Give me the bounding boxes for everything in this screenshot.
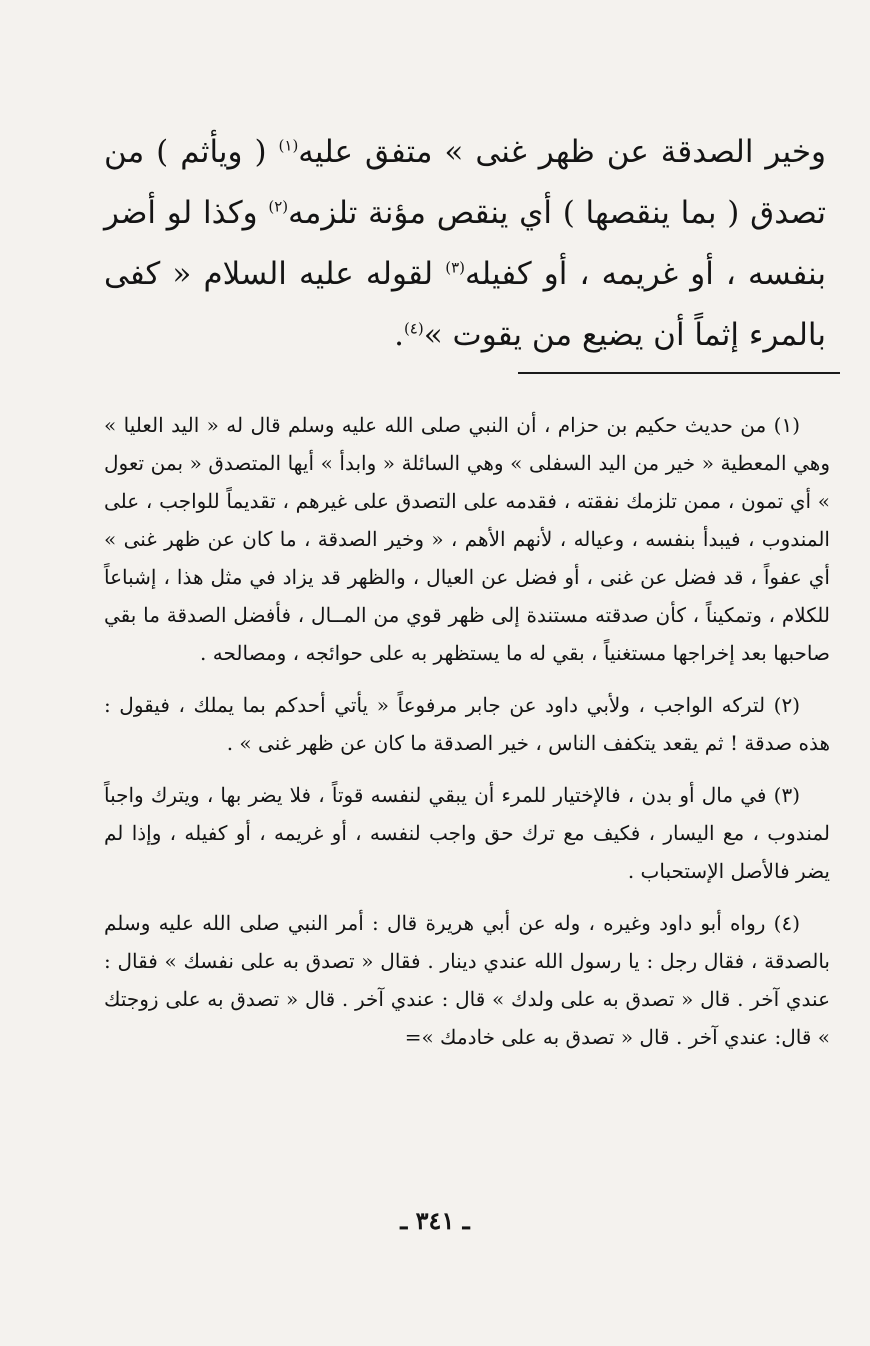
footnote-number: (١) bbox=[773, 413, 800, 437]
main-text-segment: لقوله عليه السلام « كفى بالمرء إثماً أن يضيع من يقوت » bbox=[104, 256, 826, 353]
footnote-2 bbox=[104, 686, 830, 762]
footnote-text: من حديث حكيم بن حزام ، أن النبي صلى الله عليه وسلم قال له « اليد العليا » وهي المعطية « خير من اليد السفلى » وهي السائلة « وابدأ » أيها المتصدق « بمن تعول » أي تمون ، ممن تلزمك نفقته ، فقدمه على التصدق على غيرهم ، تقديماً للواجب ، على المندوب ، فيبدأ بنفسه ، وعياله ، لأنهم الأهم ، « وخير الصدقة ، ما كان عن ظهر غنى » أي عفواً ، قد فضل عن غنى ، أو فضل عن العيال ، والظهر قد يزاد في مثل هذا ، إشباعاً للكلام ، وتمكيناً ، كأن صدقته مستندة إلى ظهر قوي من المــال ، فأفضل الصدقة ما بقي صاحبها بعد إخراجها مستغنياً ، بقي له ما يستظهر به على حوائجه ، ومصالحه . bbox=[104, 413, 830, 665]
footnote-4 bbox=[104, 904, 830, 1056]
main-text-segment: . bbox=[394, 317, 404, 353]
footnote-number: (٤) bbox=[773, 911, 801, 935]
main-text-segment: ( ويأثم ) من تصدق ( بما ينقصها ) أي ينقص مؤنة تلزمه bbox=[104, 134, 826, 231]
main-text-block bbox=[104, 122, 826, 366]
footnotes-section bbox=[104, 406, 830, 1070]
footnote-text: في مال أو بدن ، فالإختيار للمرء أن يبقي لنفسه قوتاً ، فلا يضر بها ، ويترك واجباً لمندوب ، مع اليسار ، فكيف مع ترك حق واجب لنفسه ، أو غريمه ، أو كفيله ، وإذا لم يضر فالأصل الإستحباب . bbox=[104, 783, 830, 883]
main-text-segment: وكذا لو أضر بنفسه ، أو غريمه ، أو كفيله bbox=[104, 195, 826, 292]
footnote-ref-1: (١) bbox=[278, 136, 299, 155]
footnote-separator bbox=[518, 372, 840, 374]
footnote-number: (٣) bbox=[773, 783, 800, 807]
footnote-3 bbox=[104, 776, 830, 890]
footnote-text: لتركه الواجب ، ولأبي داود عن جابر مرفوعاً « يأتي أحدكم بما يملك ، فيقول : هذه صدقة ! ثم يقعد يتكفف الناس ، خير الصدقة ما كان عن ظهر غنى » . bbox=[104, 693, 830, 755]
page-number: ـ ٣٤١ ـ bbox=[400, 1206, 470, 1235]
footnote-ref-3: (٣) bbox=[445, 258, 465, 277]
footnote-text: رواه أبو داود وغيره ، وله عن أبي هريرة قال : أمر النبي صلى الله عليه وسلم بالصدقة ، فقال رجل : يا رسول الله عندي دينار . فقال « تصدق به على نفسك » فقال : عندي آخر . قال « تصدق به على ولدك » قال : عندي آخر . قال « تصدق به على زوجتك » قال: عندي آخر . قال « تصدق به على خادمك »= bbox=[104, 911, 830, 1049]
footnote-number: (٢) bbox=[773, 693, 801, 717]
main-text-segment: وخير الصدقة عن ظهر غنى » متفق عليه bbox=[298, 134, 826, 170]
footnote-1 bbox=[104, 406, 830, 672]
footnote-ref-2: (٢) bbox=[268, 197, 289, 216]
footnote-ref-4: (٤) bbox=[403, 319, 424, 338]
